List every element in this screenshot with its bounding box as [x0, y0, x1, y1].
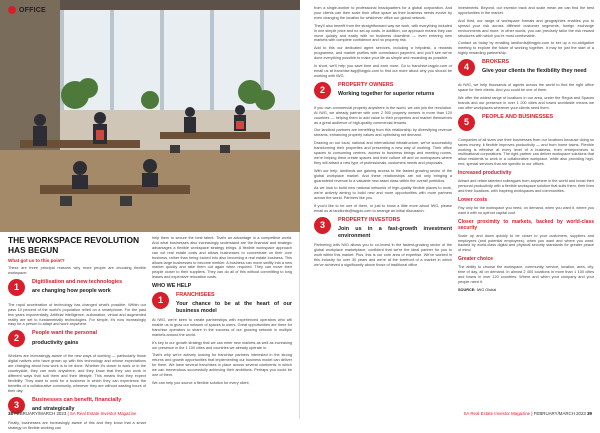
reason-1-sub: are changing how people work	[32, 288, 111, 295]
benefit-1-body: Attract and retain talented colleagues from anywhere in the world and boost their personal productivity with a flexible workspace solution that suits them, their lives and their locations, with inspiring workspaces and communities.	[458, 179, 594, 193]
owners-block	[314, 82, 452, 102]
reason-2-number: 2	[8, 330, 25, 347]
r-col2-top-2: And third, our range of workspace formats and geographies enables you to spread your risk across different customer segments, foreign exchange environments and more. In other words, you can precisely tailor the risk reward structures with which you're most comfortable.	[458, 18, 594, 38]
reason-2-title: People want the personal	[32, 330, 98, 337]
right-page-number: 39	[587, 411, 592, 416]
r-col1-top-3: Add to this our dedicated agent services, including a helpdesk, a rewards programme, and market profiles with commission payment, and you'll see we've done everything possible to make your life as simple and rewarding as possible.	[314, 46, 452, 61]
source-value: IWG Global	[476, 287, 497, 292]
reason-2-body: Workers are increasingly aware of the new ways of working — particularly those digital natives who have grown up with this technology and whose expectations are changing about how work is to be done. Whether it's closer to work or in the countryside, they can work anywhere, and they know that they can work in different ways that suit them and their lifestyle. This means that they expect flexibility. They want to work for a business in which they can experience the benefits of a collaborative community, wherever they are without wasting hours of their day.	[8, 354, 146, 393]
left-footer: 38 FEBRUARY/MARCH 2023 | SA Real Estate Investor Magazine	[8, 411, 137, 416]
franchisees-title: FRANCHISEES	[176, 292, 215, 299]
left-column-1	[8, 236, 146, 433]
r-col2-top-3: Contact us today by emailing landlords@iwgplc.com to set up a no-obligation meeting to explore the future of working together. It may be just the start of a highly rewarding partnership.	[458, 41, 594, 56]
people-title: PEOPLE AND BUSINESSES	[482, 113, 554, 120]
source-label: SOURCE:	[458, 287, 476, 292]
col2-para-1: help them to secure the best talent. That's an advantage in a competitive world. And what businesses also increasingly understand are the financial and strategic advantages a flexible workspace strategy brings. A flexible workspace approach can cut real estate costs and allows businesses to concentrate on their core business, rather than being locked into also becoming a real estate business. This allows large businesses to become nimbler. A business can move swiftly into a new market quickly and take them out again when required. They can move their people closer to their suppliers. They can do all of this without committing to long leases and expensive relocation costs.	[152, 236, 292, 280]
col2-after-1: At IWG, we're keen to create partnerships with experienced operators who will enable us to grow our network of spaces to users. Great opportunities are there for franchise operators to share in the success of our growing network in multiple markets around the world.	[152, 318, 292, 337]
benefit-3-body: Scale up and down quickly to be closer to your customers, suppliers and employees (and potential employees), when you want and where you want, backed by world-class digital and physical security standards for greater peace of mind.	[458, 233, 594, 253]
who-we-help-heading: WHO WE HELP	[152, 283, 192, 290]
r-col2-top-1: investments. Beyond, our investor track and scale mean we can find the best opportunities in the market.	[458, 6, 594, 15]
r-col1-end-1: Partnering with IWG allows you to co-invest in the fastest-growing sector of the global workplace marketplace, confident that we're the ideal partner for you to work within this market. Plus, this is our core area of expertise. We've worked in this industry for over 30 years and we're at the forefront of a market in which we've achieved a significantly above those of traditional office	[314, 242, 452, 267]
col2-after-4: We can help you source a flexible solution for every client,	[152, 381, 250, 386]
left-column-2	[152, 236, 292, 389]
office-photo	[0, 0, 300, 232]
r-col1-mid-6: If you'd like to be one of them, or just to know a little more about IWG, please email us at landlords@iwgplc.com to arrange an initial discussion.	[314, 204, 452, 214]
reason-1-number: 1	[8, 279, 25, 296]
reason-3-title: Businesses can benefit, financially	[32, 396, 122, 403]
owners-sub: Working together for superior returns	[338, 91, 435, 98]
r-col1-top-2: They'll also benefit from the straightforward way we work, with everything included in one simple price and no set-up costs. In addition, our approach means they can move quickly and easily with no business downtime — even entering new markets with complete confidence and no property risk.	[314, 23, 452, 43]
r-col2-people-1: Companies of all sizes use their businesses from our locations because doing so saves money, it flexible improves productivity — and from home towns. Flexible working is effective at every level of a business, from entrepreneurs to multinational corporations. The right partner can deliver workspace solutions that allow residents to work in a collaborative workplace, while also providing high-end, special services that are specific to our offices.	[458, 137, 594, 167]
r-col1-mid-4: With our help, landlords are gaining access to the fastest growing sector of the global workplace market. And these relationships are not only bringing a guaranteed revenue to a valuable new asset class within the overall portfolios.	[314, 168, 452, 183]
source-line	[458, 288, 594, 293]
r-col1-mid-5: As we look to build new national networks of high-quality flexible places to work, we're actively aiming to build new and more opportunities with more partners across the world. Partners like you.	[314, 186, 452, 201]
reason-1-title: Digitilisation and new technologies	[32, 278, 123, 285]
brokers-number: 4	[458, 59, 475, 76]
r-col1-mid-2: Our landlord partners are benefiting from this relationship by diversifying revenue streams, enhancing property values and optimising net demand.	[314, 128, 452, 138]
right-mag-name: SA Real Estate Investor Magazine	[463, 411, 531, 416]
r-col1-mid-3: Drawing on our local, national and international infrastructure, we've successfully transforming their properties and presenting a new way of working. Their office spaces to consuming centres, access to business beings and meeting rooms, we're helping them create spaces and their culture off and on workspaces where they will attract a new type of professionals, customers needs and proposals.	[314, 141, 452, 165]
people-block	[458, 114, 594, 134]
reason-3-sub: and strategically	[32, 405, 75, 412]
reason-1-body: The rapid acceleration of technology has changed what's possible. Within our pass 10 percent of the world's population relied on a smartphone. For the past few years exponentially, Artificial intelligence, automation, virtual and augmented reality are set to fundamentally technologies. For simple, it's now increasingly easy for a person to adapt and work anywhere.	[8, 302, 146, 327]
article-headline: THE WORKSPACE REVOLUTION HAS BEGUN	[8, 235, 140, 255]
investors-title: PROPERTY INVESTORS	[338, 217, 401, 223]
benefit-3-head: Closer proximity to markets, backed by world-class security	[458, 218, 594, 231]
left-mag-name: SA Real Estate Investor Magazine	[69, 411, 137, 416]
benefit-4-head: Greater choice	[458, 256, 494, 263]
franchisees-block	[152, 292, 292, 314]
section-dot-icon	[8, 6, 16, 14]
right-column-1	[314, 6, 452, 270]
people-number: 5	[458, 114, 475, 131]
intro-text: These are three principal reasons why more people are choosing flexible workspace:	[8, 266, 146, 275]
right-column-2	[458, 6, 594, 293]
investors-block	[314, 217, 452, 239]
r-col2-mid-1: At IWG, we help thousands of agents across the world to find the right office space for their clients. And you could be one of them.	[458, 83, 594, 93]
brokers-sub: Give your clients the flexibility they need	[482, 68, 587, 75]
reason-2	[8, 330, 146, 350]
right-footer: SA Real Estate Investor Magazine | FEBRUARY/MARCH 2023 39	[463, 411, 592, 416]
benefit-2-head: Lower costs	[458, 196, 488, 203]
benefit-1-head: Increased productivity	[458, 170, 512, 177]
left-issue: FEBRUARY/MARCH 2023	[14, 411, 67, 416]
benefit-4-body: The ability to choose the workspace, community, service, location, area, city, time of day, all on demand. In almost 2 400 locations in more than 1 100 cities and towns in over 120 countries. Where and when your company and your people need it.	[458, 265, 594, 284]
reason-3-number: 3	[8, 397, 25, 414]
section-tag	[8, 6, 46, 14]
owners-number: 2	[314, 82, 331, 99]
reason-2-sub: productivity gains	[32, 339, 79, 346]
col2-after-2: It's key to our growth strategy that we can enter new markets as well as increasing our presence in the 1 100 cities and countries we already operate in.	[152, 340, 292, 350]
right-page	[300, 0, 600, 419]
r-col1-mid-1: If you own commercial property anywhere in the world, we can join the revolution. At IWG, we already partner with over 2 500 property owners in more than 120 countries — helping them to add value to their properties and market themselves as a great audience of high-quality commercial tenants.	[314, 105, 452, 125]
r-col1-top-1: from a single-worker to professional headquarters for a global corporation. And your clients can then scale their office space as their business needs evolve by even changing the location for whichever office our global network.	[314, 6, 452, 20]
owners-title: PROPERTY OWNERS	[338, 81, 394, 88]
franchisees-sub: Your chance to be at the heart of our business model	[176, 301, 292, 314]
col2-after-3: That's why we're actively looking for franchise partners interested in the strong returns and growth opportunities that implementing our business model can deliver for them. We have several franchises in place across several continents in which we can tremendous successfully achieving their ambitions. Perhaps you could be one of them.	[152, 353, 292, 378]
reason-3-body: Finally, businesses are increasingly aware of this and they know that a smart strategy on flexible working can	[8, 420, 146, 430]
r-col1-top-4: In short, we'll help you save time and earn more. Go to franchise.iwgplc.com or email us at franchise.iwg@iwgplc.com to find out more about why you should be working with IWG.	[314, 64, 452, 78]
investors-sub: Join us in a fast-growth investment environment	[338, 226, 452, 239]
r-col2-mid-2: We offer the widest range of locations in our area, under the Regus and Spaces brands and our presence in over 1 200 cities and towns worldwide means we can offer workplaces wherever your clients need them.	[458, 95, 594, 110]
benefit-2-body: Pay only for the workspace you need, on demand, when you want it, where you want it with no upfront capital cost.	[458, 205, 594, 215]
franchisees-number: 1	[152, 292, 169, 309]
section-label: OFFICE	[19, 6, 46, 14]
brokers-title: BROKERS	[482, 59, 509, 66]
right-issue: FEBRUARY/MARCH 2023	[533, 411, 586, 416]
investors-number: 3	[314, 217, 331, 234]
kicker: What got us to this point?	[8, 258, 65, 263]
reason-1	[8, 279, 146, 299]
left-page-number: 38	[8, 411, 13, 416]
left-page	[0, 0, 300, 430]
brokers-block	[458, 59, 594, 79]
